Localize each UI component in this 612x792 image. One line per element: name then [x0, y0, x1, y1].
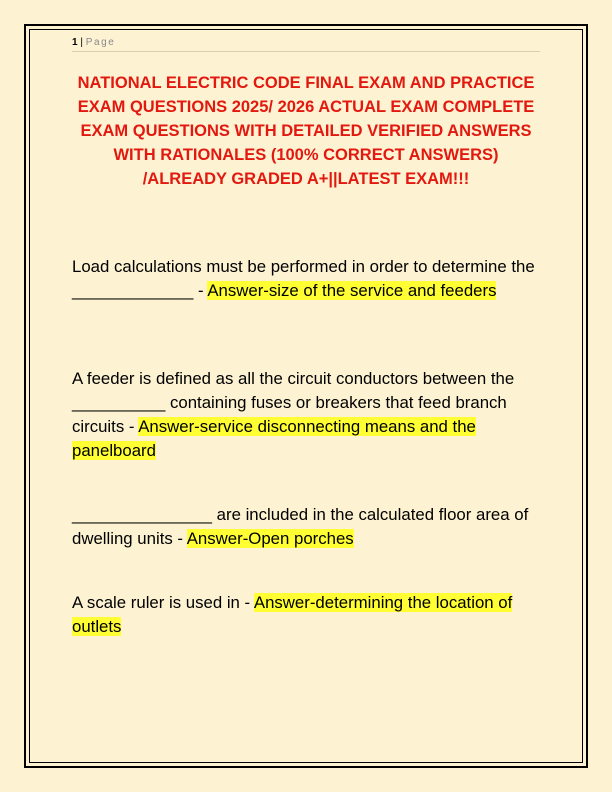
page-header: [72, 37, 540, 52]
answer-highlight: Answer-size of the service and feeders: [207, 281, 497, 300]
qa-item-2: [72, 367, 546, 463]
question-text: Load calculations must be performed in order to determine the _____________ -: [72, 257, 535, 300]
qa-item-3: [72, 503, 546, 551]
document-title: NATIONAL ELECTRIC CODE FINAL EXAM AND PRACTICE EXAM QUESTIONS 2025/ 2026 ACTUAL EXAM COMPLETE EXAM QUESTIONS WITH DETAILED VERIFIED ANSWERS WITH RATIONALES (100% CORRECT ANSWERS) /ALREADY GRADED A+||LATEST EXAM!!!: [77, 74, 535, 188]
answer-highlight: Answer-determining the location of outlets: [72, 593, 513, 636]
page-separator: |: [77, 37, 86, 48]
question-text: A feeder is defined as all the circuit conductors between the __________ containing fuses or breakers that feed branch circuits -: [72, 369, 515, 436]
answer-highlight: Answer-Open porches: [186, 529, 354, 548]
question-text: _______________ are included in the calculated floor area of dwelling units -: [72, 505, 529, 548]
page-number: 1: [72, 37, 78, 48]
question-text: A scale ruler is used in -: [72, 593, 254, 612]
qa-item-1: [72, 255, 546, 303]
answer-highlight: Answer-service disconnecting means and the panelboard: [72, 417, 476, 460]
qa-item-4: [72, 591, 546, 639]
page-word: Page: [85, 37, 116, 48]
